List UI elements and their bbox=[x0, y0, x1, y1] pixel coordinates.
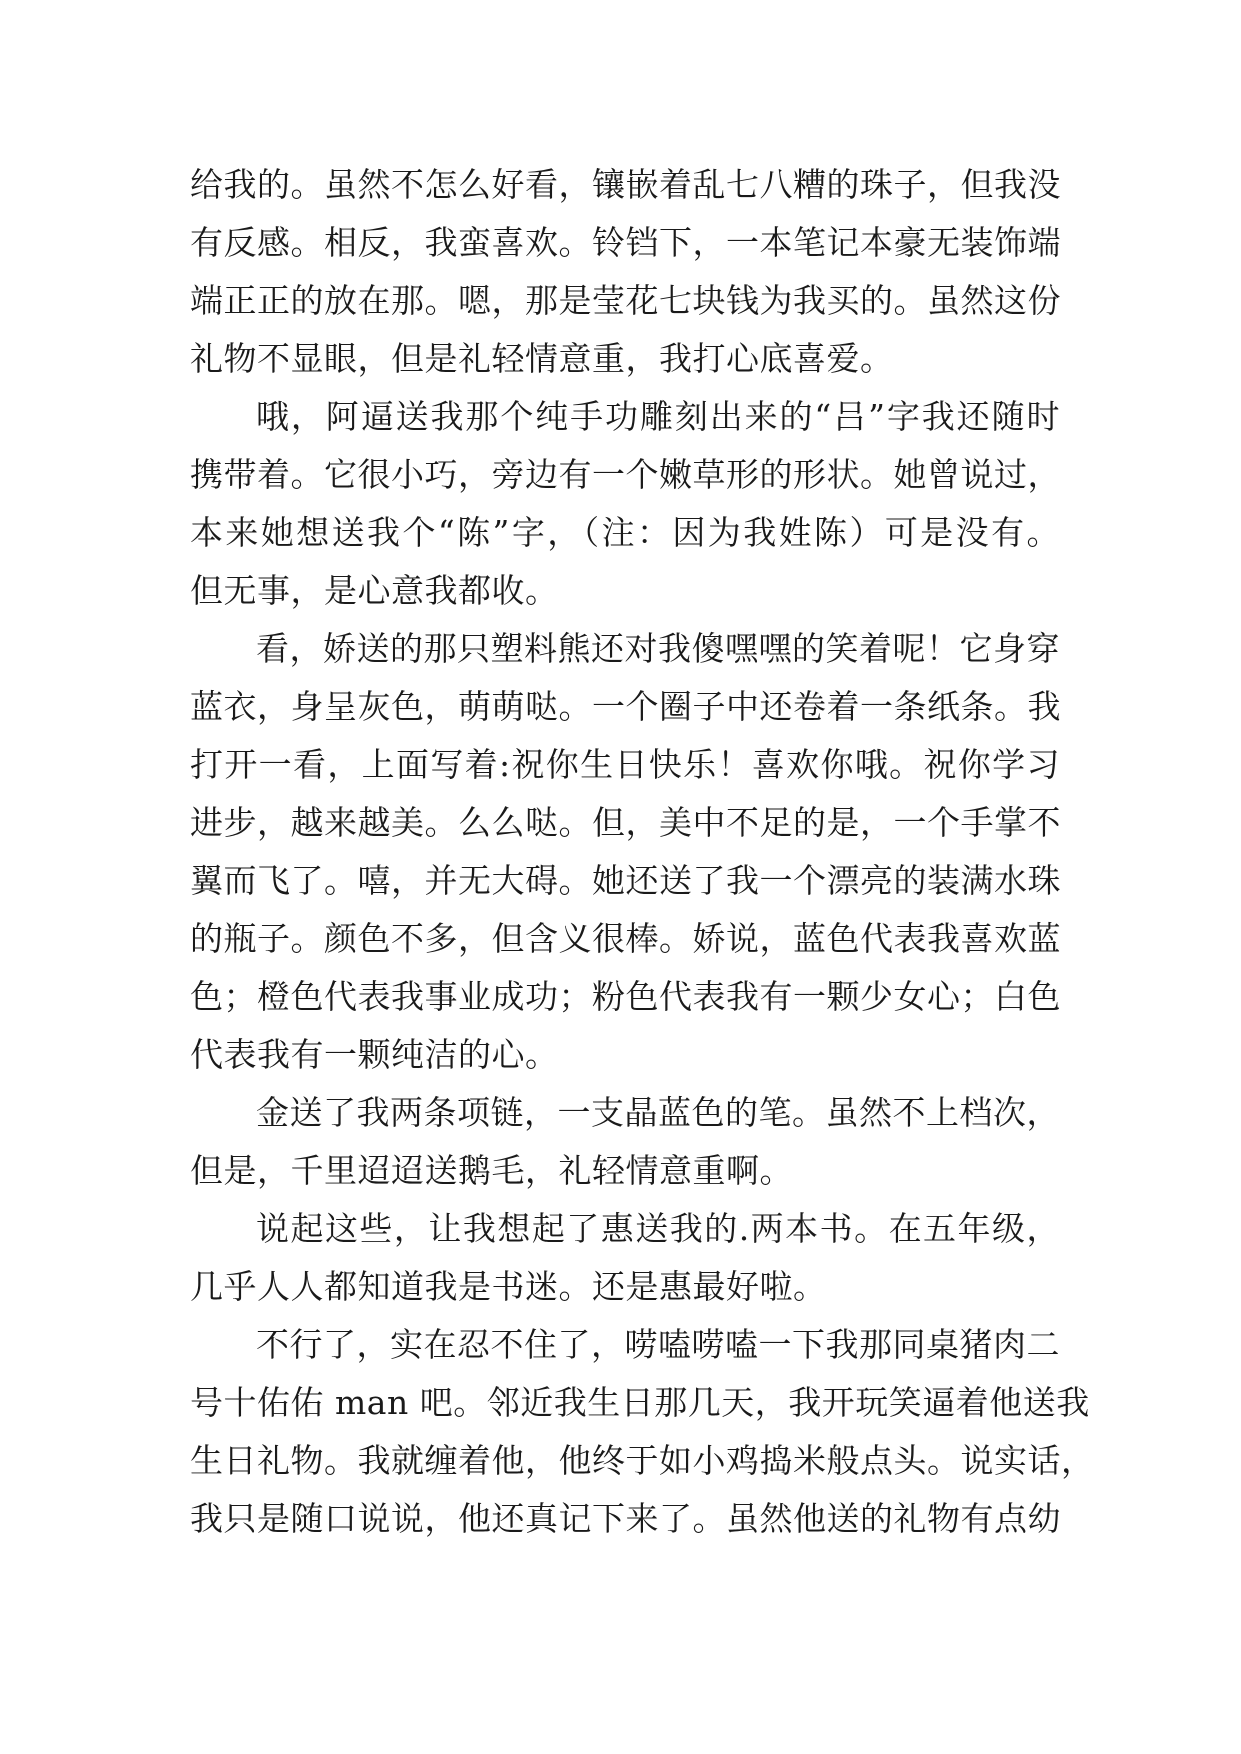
text-line: 翼而飞了。嘻，并无大碍。她还送了我一个漂亮的装满水珠 bbox=[190, 861, 1061, 900]
text-line: 端正正的放在那。嗯，那是莹花七块钱为我买的。虽然这份 bbox=[190, 281, 1061, 320]
text-line: 我只是随口说说，他还真记下来了。虽然他送的礼物有点幼 bbox=[190, 1499, 1061, 1538]
paragraph bbox=[190, 1316, 1095, 1548]
text-line: 本来她想送我个“陈”字，（注：因为我姓陈）可是没有。 bbox=[190, 513, 1060, 552]
paragraph bbox=[190, 1084, 1060, 1200]
text-line: 给我的。虽然不怎么好看，镶嵌着乱七八糟的珠子，但我没 bbox=[190, 165, 1061, 204]
text-line: 进步，越来越美。么么哒。但，美中不足的是，一个手掌不 bbox=[190, 803, 1061, 842]
paragraph bbox=[190, 388, 1060, 620]
text-line: 蓝衣，身呈灰色，萌萌哒。一个圈子中还卷着一条纸条。我 bbox=[190, 687, 1061, 726]
text-line: 有反感。相反，我蛮喜欢。铃铛下，一本笔记本豪无装饰端 bbox=[190, 223, 1061, 262]
text-line: 色；橙色代表我事业成功；粉色代表我有一颗少女心；白色 bbox=[190, 977, 1061, 1016]
text-line: 代表我有一颗纯洁的心。 bbox=[190, 1035, 559, 1074]
text-line: 金送了我两条项链，一支晶蓝色的笔。虽然不上档次， bbox=[256, 1093, 1060, 1132]
document-body bbox=[190, 156, 1095, 1548]
text-line: 携带着。它很小巧，旁边有一个嫩草形的形状。她曾说过， bbox=[190, 455, 1061, 494]
text-line: 但是，千里迢迢送鹅毛，礼轻情意重啊。 bbox=[190, 1151, 793, 1190]
text-line: 哦，阿逼送我那个纯手功雕刻出来的“吕”字我还随时 bbox=[256, 397, 1060, 436]
text-line: 看，娇送的那只塑料熊还对我傻嘿嘿的笑着呢！它身穿 bbox=[256, 629, 1060, 668]
text-line: 说起这些，让我想起了惠送我的.两本书。在五年级， bbox=[256, 1209, 1060, 1248]
text-line: 不行了，实在忍不住了，唠嗑唠嗑一下我那同桌猪肉二 bbox=[256, 1325, 1060, 1364]
text-line: 打开一看，上面写着:祝你生日快乐！喜欢你哦。祝你学习 bbox=[190, 745, 1060, 784]
text-line: 的瓶子。颜色不多，但含义很棒。娇说，蓝色代表我喜欢蓝 bbox=[190, 919, 1061, 958]
paragraph bbox=[190, 1200, 1060, 1316]
paragraph bbox=[190, 620, 1060, 1084]
paragraph bbox=[190, 156, 1060, 388]
text-line: 号十佑佑 man 吧。邻近我生日那几天，我开玩笑逼着他送我 bbox=[190, 1383, 1090, 1422]
text-line: 但无事，是心意我都收。 bbox=[190, 571, 559, 610]
text-line: 礼物不显眼，但是礼轻情意重，我打心底喜爱。 bbox=[190, 339, 894, 378]
text-line: 几乎人人都知道我是书迷。还是惠最好啦。 bbox=[190, 1267, 827, 1306]
text-line: 生日礼物。我就缠着他，他终于如小鸡捣米般点头。说实话， bbox=[190, 1441, 1095, 1480]
